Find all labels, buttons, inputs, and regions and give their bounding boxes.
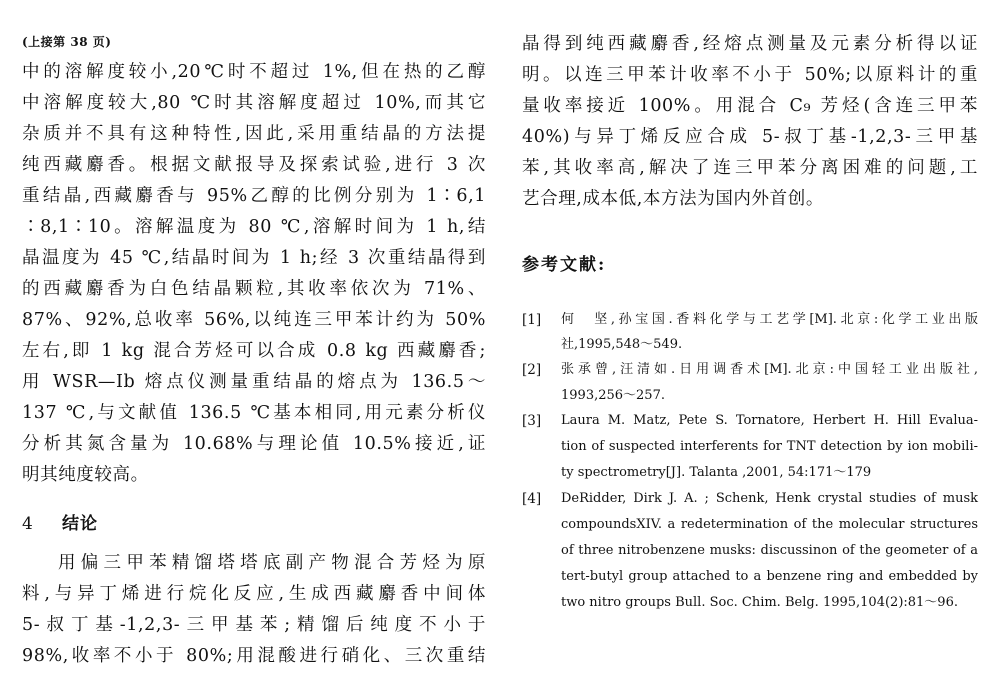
conclusion-text-line: 5-叔丁基-1,2,3-三甲基苯;精馏后纯度不小于 [22,615,486,635]
body-text-line: 明其纯度较高。 [22,465,149,485]
reference-text-line: tion of suspected interferents for TNT detection by ion mobili- [561,439,978,454]
body-text-line: 重结晶,西藏麝香与 95%乙醇的比例分别为 1∶6,1 [22,186,486,206]
body-text-line: 中的溶解度较小,20℃时不超过 1%,但在热的乙醇 [22,62,486,82]
conclusion-text-line: 料,与异丁烯进行烷化反应,生成西藏麝香中间体 [22,584,486,604]
reference-number: [2] [522,362,542,378]
references-heading: 参考文献: [522,255,607,275]
section-heading-conclusion [22,509,98,534]
body-text-line: 中溶解度较大,80 ℃时其溶解度超过 10%,而其它 [22,93,486,113]
reference-text-line: compoundsXIV. a redetermination of the molecular structures [561,517,978,532]
reference-number: [1] [522,312,542,328]
reference-number: [4] [522,491,542,507]
conclusion-text-line: 用偏三甲苯精馏塔塔底副产物混合芳烃为原 [58,553,486,573]
conclusion-text-line: 明。以连三甲苯计收率不小于 50%;以原料计的重 [522,65,978,85]
body-text-line: 87%、92%,总收率 56%,以纯连三甲苯计约为 50% [22,310,486,330]
reference-text-line: DeRidder, Dirk J. A. ; Schenk, Henk crystal studies of musk [561,491,978,506]
reference-text-line: 社,1995,548～549. [561,337,683,352]
conclusion-text-line: 苯,其收率高,解决了连三甲苯分离困难的问题,工 [522,158,978,178]
reference-text-line: 何 坚,孙宝国.香料化学与工艺学[M].北京:化学工业出版 [561,312,978,327]
reference-text-line: Laura M. Matz, Pete S. Tornatore, Herbert H. Hill Evalua- [561,413,978,428]
body-text-line: 左右,即 1 kg 混合芳烃可以合成 0.8 kg 西藏麝香; [22,341,486,361]
conclusion-text-line: 40%)与异丁烯反应合成 5-叔丁基-1,2,3-三甲基 [522,127,978,147]
body-text-line: 137 ℃,与文献值 136.5 ℃基本相同,用元素分析仪 [22,403,486,423]
body-text-line: ∶8,1∶10。溶解温度为 80 ℃,溶解时间为 1 h,结 [22,217,486,237]
reference-text-line: tert-butyl group attached to a benzene ring and embedded by [561,569,978,584]
reference-number: [3] [522,413,542,429]
conclusion-text-line: 量收率接近 100%。用混合 C₉ 芳烃(含连三甲苯 [522,96,978,116]
continued-from-note: (上接第 38 页) [22,35,112,49]
body-text-line: 纯西藏麝香。根据文献报导及探索试验,进行 3 次 [22,155,486,175]
reference-text-line: 1993,256～257. [561,388,665,403]
reference-text-line: ty spectrometry[J]. Talanta ,2001, 54:171～179 [561,465,872,480]
section-title-text: 结论 [62,514,98,534]
body-text-line: 的西藏麝香为白色结晶颗粒,其收率依次为 71%、 [22,279,486,299]
reference-text-line: of three nitrobenzene musks: discussinon of the geometer of a [561,543,978,558]
reference-text-line: 张承曾,汪清如.日用调香术[M].北京:中国轻工业出版社, [561,362,978,377]
conclusion-text-line: 艺合理,成本低,本方法为国内外首创。 [522,189,824,209]
body-text-line: 用 WSR—Ib 熔点仪测量重结晶的熔点为 136.5～ [22,372,486,392]
body-text-line: 杂质并不具有这种特性,因此,采用重结晶的方法提 [22,124,486,144]
reference-text-line: two nitro groups Bull. Soc. Chim. Belg. 1995,104(2):81～96. [561,595,958,610]
conclusion-text-line: 98%,收率不小于 80%;用混酸进行硝化、三次重结 [22,646,486,666]
section-number: 4 [22,514,34,534]
body-text-line: 分析其氮含量为 10.68%与理论值 10.5%接近,证 [22,434,486,454]
conclusion-text-line: 晶得到纯西藏麝香,经熔点测量及元素分析得以证 [522,34,978,54]
body-text-line: 晶温度为 45 ℃,结晶时间为 1 h;经 3 次重结晶得到 [22,248,486,268]
